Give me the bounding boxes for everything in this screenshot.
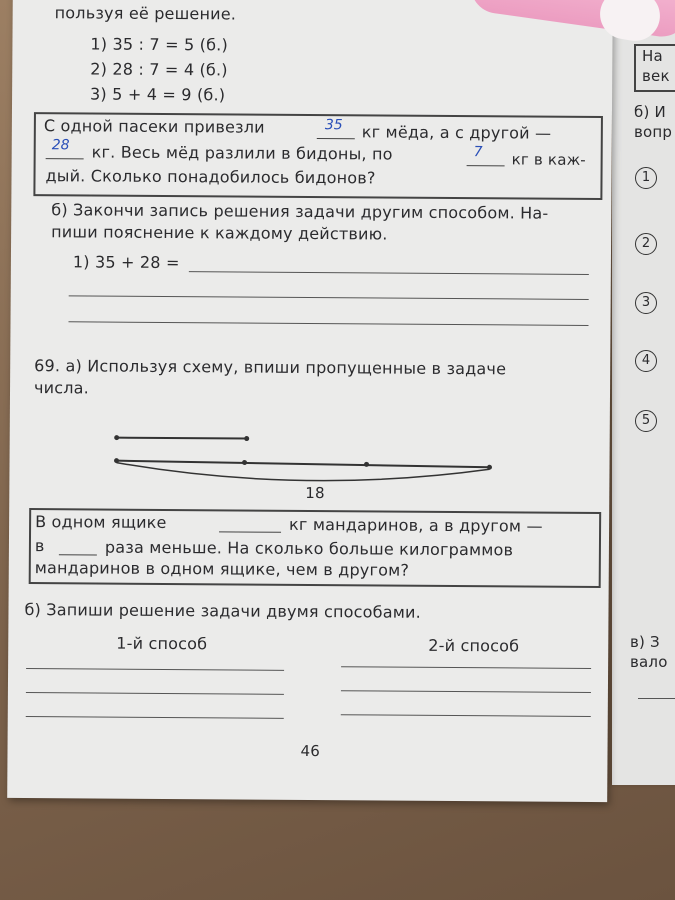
- task-69-line-2: числа.: [33, 378, 90, 398]
- scheme-short-segment: [117, 438, 247, 439]
- task-69-box-line-2a: в: [34, 536, 45, 556]
- scheme-point-a: [114, 435, 119, 440]
- way-2-heading: 2-й способ: [428, 635, 520, 656]
- right-v-item: в) З: [630, 633, 660, 651]
- task-69-box-line-2b: раза меньше. На сколько больше килограммов: [104, 537, 514, 560]
- solution-step-2: 2) 28 : 7 = 4 (б.): [90, 59, 228, 80]
- right-answer-line: [638, 698, 675, 699]
- way-1-line-3[interactable]: [26, 716, 284, 719]
- workbook-page: [7, 0, 613, 802]
- top-text: пользуя её решение.: [54, 3, 237, 24]
- page-number: 46: [300, 741, 321, 761]
- part-b-line-2: пиши пояснение к каждому действию.: [51, 222, 388, 244]
- scheme-point-e: [364, 462, 369, 467]
- right-number-1: 1: [635, 167, 657, 189]
- right-number-3: 3: [635, 292, 657, 314]
- task-68-handwritten-3: 7: [473, 144, 483, 161]
- solution-step-1: 1) 35 : 7 = 5 (б.): [90, 34, 229, 55]
- task-68-line-1b: кг мёда, а с другой —: [361, 122, 552, 143]
- right-page: [612, 0, 675, 785]
- right-v-item-2: вало: [630, 653, 668, 671]
- right-number-2: 2: [635, 233, 657, 255]
- way-1-line-1[interactable]: [26, 668, 284, 671]
- right-b-item: б) И: [634, 103, 666, 121]
- part-b-step-1: 1) 35 + 28 =: [72, 252, 180, 273]
- part-b-line-1: б) Закончи запись решения задачи другим способом. На-: [51, 200, 549, 223]
- task-68-line-1: С одной пасеки привезли: [43, 116, 265, 137]
- task-69-box-line-1: В одном ящике: [35, 512, 167, 533]
- task-69-box-line-3: мандаринов в одном ящике, чем в другом?: [34, 558, 410, 580]
- way-2-line-3[interactable]: [341, 714, 591, 717]
- task-69-box-line-1b: кг мандаринов, а в другом —: [289, 514, 543, 536]
- task-69-line-1: 69. а) Используя схему, впиши пропущенные в задаче: [34, 356, 507, 379]
- right-b-item-2: вопр: [634, 123, 673, 141]
- segment-scheme: [9, 0, 613, 512]
- task-68-handwritten-1: 35: [324, 117, 343, 134]
- scheme-long-segment: [117, 461, 490, 468]
- task-68-line-2b: кг в каж-: [511, 150, 587, 169]
- task-68-handwritten-2: 28: [51, 137, 70, 154]
- task-68-line-3: дый. Сколько понадобилось бидонов?: [45, 166, 376, 188]
- task-69-part-b: б) Запиши решение задачи двумя способами.: [24, 600, 421, 622]
- right-number-4: 4: [635, 350, 657, 372]
- right-box-text-1: На: [642, 47, 663, 65]
- scheme-label: 18: [305, 483, 325, 503]
- way-2-line-1[interactable]: [341, 666, 591, 669]
- way-1-line-2[interactable]: [26, 692, 284, 695]
- solution-step-3: 3) 5 + 4 = 9 (б.): [90, 84, 226, 105]
- task-68-line-2: кг. Весь мёд разлили в бидоны, по: [91, 142, 393, 164]
- scheme-point-b: [244, 436, 249, 441]
- right-number-5: 5: [635, 410, 657, 432]
- right-box-text-2: век: [642, 67, 670, 85]
- way-2-line-2[interactable]: [341, 690, 591, 693]
- scheme-point-d: [242, 460, 247, 465]
- way-1-heading: 1-й способ: [116, 633, 208, 654]
